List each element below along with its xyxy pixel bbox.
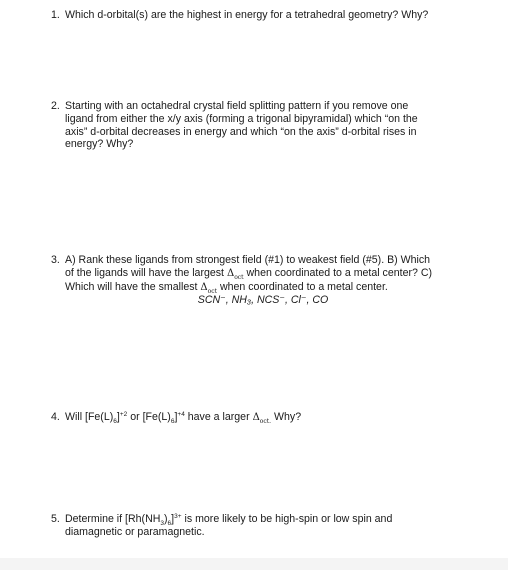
- question-text-line: axis” d-orbital decreases in energy and which “on the axis” d-orbital rises in: [65, 125, 417, 138]
- question-3: [51, 254, 461, 307]
- delta-oct-symbol: $\Delta_{oct.}$: [252, 412, 272, 425]
- question-text-line: ligand from either the x/y axis (forming a trigonal bipyramidal) which “on the: [65, 112, 418, 125]
- question-text-line: Starting with an octahedral crystal field splitting pattern if you remove one: [65, 100, 409, 112]
- page-bottom-band: [0, 558, 508, 570]
- question-text-line: A) Rank these ligands from strongest field (#1) to weakest field (#5). B) Which: [65, 254, 431, 266]
- question-number: 4.: [51, 411, 60, 423]
- question-number: 3.: [51, 254, 60, 266]
- question-text-line: Which will have the smallest $\Delta_{oct}$ when coordinated to a metal center.: [65, 280, 388, 295]
- delta-oct-symbol: $\Delta_{oct}$: [200, 281, 218, 295]
- question-text: Which d-orbital(s) are the highest in energy for a tetrahedral geometry? Why?: [65, 9, 429, 21]
- question-number: 5.: [51, 513, 60, 525]
- question-text-line: Determine if $[Rh(NH_3)_6]^{3+}$ is more likely to be high-spin or low spin and: [65, 513, 393, 528]
- question-text: Will $[Fe(L)_6]^{+2}$ or $[Fe(L)_6]^{+4}$ have a larger $\Delta_{oct.}$ Why?: [65, 411, 302, 426]
- delta-oct-symbol: $\Delta_{oct}$: [226, 267, 244, 281]
- question-text-line: of the ligands will have the largest $\Delta_{oct}$ when coordinated to a metal center? C): [65, 266, 433, 281]
- question-2: [51, 100, 461, 151]
- question-5: [51, 513, 461, 539]
- question-text-line: energy? Why?: [65, 138, 134, 151]
- question-4: [51, 411, 461, 425]
- ligand-list: SCN⁻, NH₃, NCS⁻, Cl⁻, CO: [197, 294, 329, 307]
- question-1: [51, 9, 461, 22]
- question-number: 2.: [51, 100, 60, 112]
- question-text-line: diamagnetic or paramagnetic.: [65, 525, 205, 538]
- question-number: 1.: [51, 9, 60, 21]
